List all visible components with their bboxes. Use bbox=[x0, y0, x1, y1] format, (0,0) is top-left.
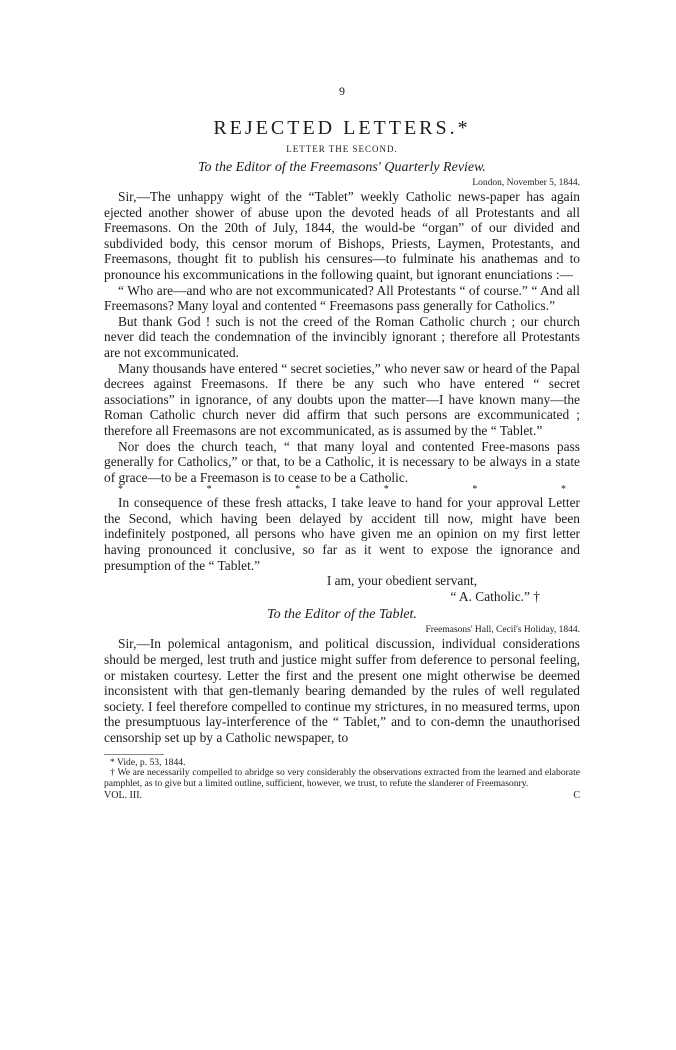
letter1-paragraph-5: Nor does the church teach, “ that many loyal and contented Free-masons pass generally for Catholics,” or that, to be a Catholic, it is necessary to be always in a state of grace—to be a Freemason is to cease to be a Catholic. bbox=[104, 438, 580, 485]
letter1-paragraph-6: In consequence of these fresh attacks, I take leave to hand for your approval Letter the Second, which having been delayed by accident till now, might have been indefinitely postponed, all persons who have given me an opinion on my first letter having pronounced it conclusive, so far as it went to expose the ignorance and presumption of the “ Tablet.” bbox=[104, 495, 580, 573]
letter1-address: To the Editor of the Freemasons' Quarterly Review. bbox=[198, 160, 486, 175]
signature-mark: C bbox=[573, 790, 580, 802]
letter1-signature: “ A. Catholic.” † bbox=[450, 588, 540, 604]
star: * bbox=[206, 484, 212, 496]
letter1-paragraph-1: Sir,—The unhappy wight of the “Tablet” weekly Catholic news-paper has again ejected another shower of abuse upon the devoted heads of all Protestants and all Freemasons. On the 20th of July, 1844, the would-be “organ” of our divided and subdivided body, this censor morum of Bishops, Priests, Laymen, Protestants, and Freemasons, thought fit to publish his censures—to fulminate his anathemas and to pronounce his excommunications in the following quaint, but ignorant enunciations :— bbox=[104, 189, 580, 282]
letter2-address: To the Editor of the Tablet. bbox=[267, 607, 417, 623]
letter1-closing: I am, your obedient servant, bbox=[326, 573, 478, 589]
star: * bbox=[118, 484, 123, 496]
page-footer bbox=[104, 790, 580, 801]
page-content bbox=[104, 84, 580, 801]
article-subtitle: LETTER THE SECOND. bbox=[286, 144, 398, 154]
letter1-paragraph-2: “ Who are—and who are not excommunicated? All Protestants “ of course.” “ And all Freemasons? Many loyal and contented “ Freemasons pass generally for Catholics.” bbox=[104, 282, 580, 314]
letter2-dateline: Freemasons' Hall, Cecil's Holiday, 1844. bbox=[425, 625, 580, 636]
footnote-rule bbox=[104, 754, 164, 755]
star: * bbox=[383, 484, 389, 496]
footnote-1: * Vide, p. 53, 1844. bbox=[110, 756, 186, 768]
section-break-stars bbox=[104, 485, 580, 495]
letter2-paragraph-1: Sir,—In polemical antagonism, and political discussion, individual considerations should be merged, lest truth and justice might suffer from deference to personal feeling, or mistaken courtesy. Letter the first and the present one might otherwise be deemed inconsistent with that gen-tlemanly bearing demanded by the rules of well regulated society. I feel therefore compelled to continue my strictures, in no measured terms, upon the presumptuous lay-interference of the “ Tablet,” and to con-demn the unauthorised censorship set up by a Catholic newspaper, to bbox=[104, 636, 580, 745]
article-title: REJECTED LETTERS.* bbox=[213, 117, 471, 139]
page-number: 9 bbox=[339, 84, 345, 98]
star: * bbox=[472, 484, 478, 496]
star: * bbox=[560, 484, 566, 496]
letter1-paragraph-3: But thank God ! such is not the creed of the Roman Catholic church ; our church never did teach the condemnation of the invincibly ignorant ; therefore all Protestants are not excommunicated. bbox=[104, 313, 580, 360]
volume-label: VOL. III. bbox=[104, 790, 143, 802]
star: * bbox=[295, 484, 301, 496]
letter1-dateline: London, November 5, 1844. bbox=[472, 178, 580, 188]
footnote-2: † We are necessarily compelled to abridge so very considerably the observations extracted from the learned and elaborate pamphlet, as to give but a limited outline, sufficient, however, we trust, to refute the slanderer of Freemasonry. bbox=[104, 767, 580, 789]
letter1-paragraph-4: Many thousands have entered “ secret societies,” who never saw or heard of the Papal decrees against Freemasons. If there be any such who have entered “ secret associations” in ignorance, of any doubts upon the matter—I have known many—the Roman Catholic church never did affirm that such persons are excommunicated ; therefore all Freemasons are not excommunicated, as is assumed by the “ Tablet.” bbox=[104, 360, 580, 438]
